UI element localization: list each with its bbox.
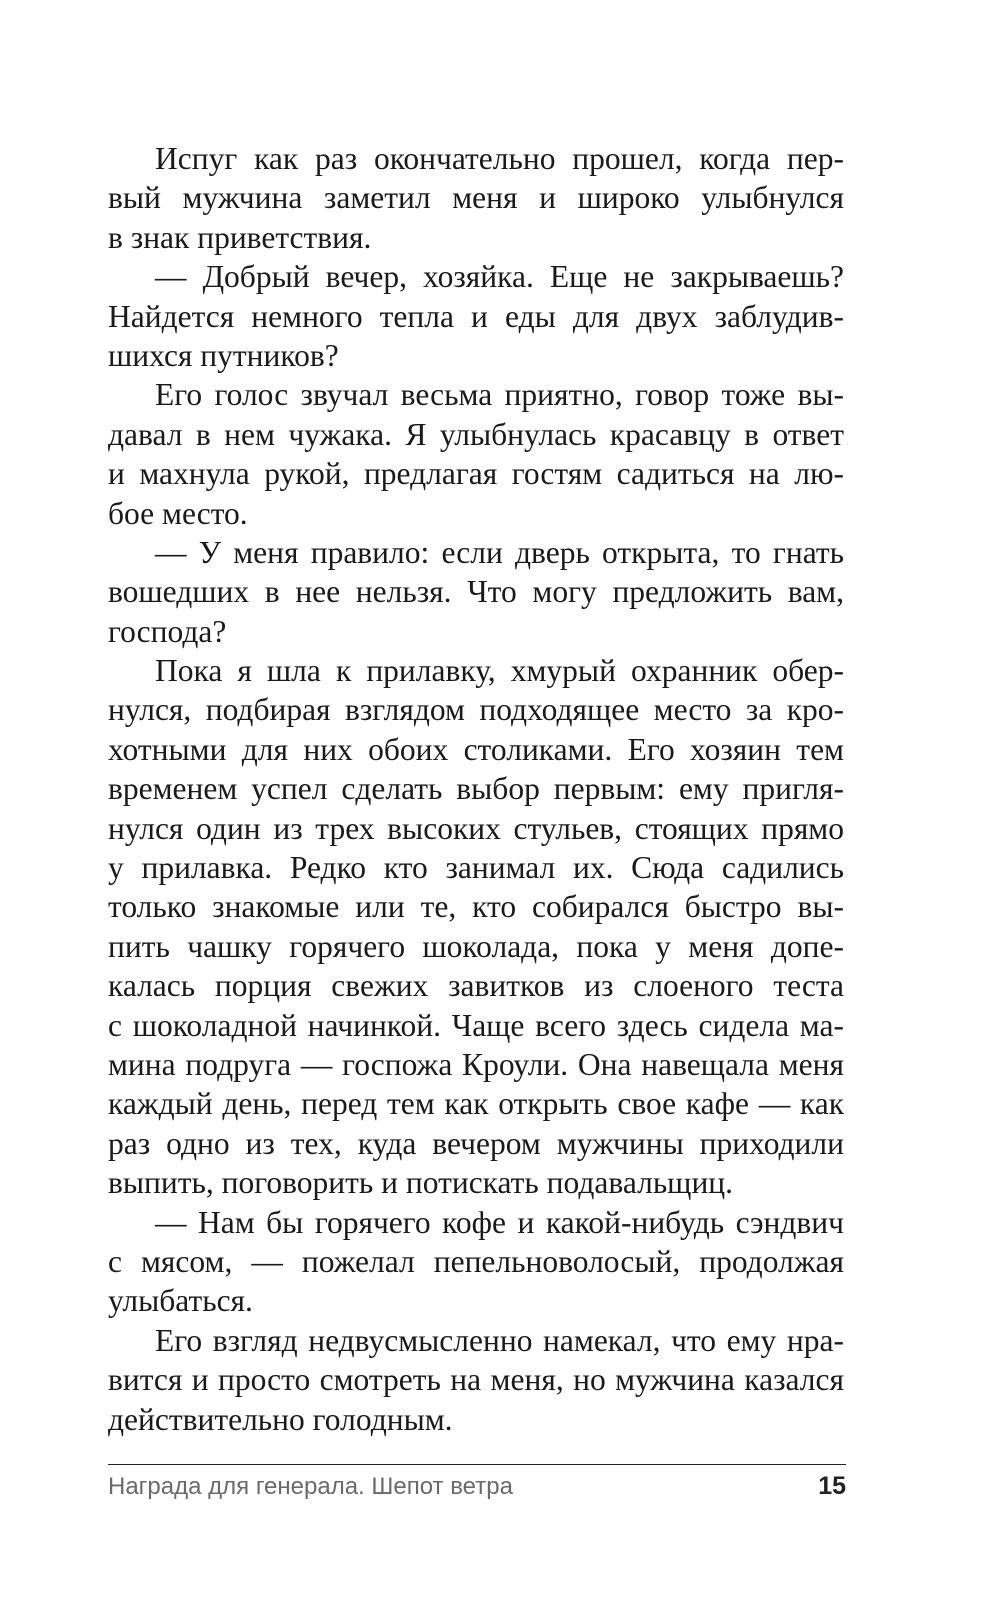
- paragraph: [108, 651, 844, 1202]
- text-line: пить чашку горячего шоколада, пока у меня допе-: [108, 928, 844, 964]
- text-line: хотными для них обоих столиками. Его хозяин тем: [108, 731, 844, 767]
- text-line: каждый день, перед тем как открыть свое кафе — как: [108, 1086, 844, 1122]
- text-line: Найдется немного тепла и еды для двух заблудив-: [108, 298, 844, 334]
- text-line: бое место.: [108, 495, 248, 531]
- text-line: шихся путников?: [108, 337, 339, 373]
- text-line: господа?: [108, 613, 227, 649]
- text-line: мина подруга — госпожа Кроули. Она навещала меня: [108, 1046, 844, 1082]
- text-line: только знакомые или те, кто собирался быстро вы-: [108, 889, 844, 925]
- paragraph: [108, 533, 844, 651]
- paragraph: [108, 375, 844, 533]
- text-line: — У меня правило: если дверь открыта, то гнать: [155, 534, 844, 570]
- text-line: вится и просто смотреть на меня, но мужчина казался: [108, 1362, 844, 1398]
- text-line: у прилавка. Редко кто занимал их. Сюда садились: [108, 850, 844, 886]
- body-text: [108, 139, 844, 1439]
- running-footer-title: Награда для генерала. Шепот ветра: [108, 1473, 513, 1500]
- text-line: вый мужчина заметил меня и широко улыбнулся: [108, 180, 844, 216]
- text-line: и махнула рукой, предлагая гостям садиться на лю-: [108, 456, 844, 492]
- text-line: выпить, поговорить и потискать подавальщиц.: [108, 1165, 734, 1201]
- text-line: с мясом, — пожелал пепельноволосый, продолжая: [108, 1243, 844, 1279]
- text-line: с шоколадной начинкой. Чаще всего здесь сидела ма-: [108, 1007, 844, 1043]
- text-line: Испуг как раз окончательно прошел, когда пер-: [155, 141, 844, 176]
- text-line: давал в нем чужака. Я улыбнулась красавцу в ответ: [108, 416, 844, 452]
- text-line: — Нам бы горячего кофе и какой-нибудь сэндвич: [155, 1204, 844, 1240]
- page-number: 15: [818, 1472, 846, 1500]
- text-line: Его взгляд недвусмысленно намекал, что ему нра-: [155, 1322, 844, 1358]
- text-line: калась порция свежих завитков из слоеного теста: [108, 968, 844, 1004]
- text-line: нулся, подбирая взглядом подходящее место за кро-: [108, 692, 844, 728]
- paragraph: [108, 1203, 844, 1321]
- text-line: временем успел сделать выбор первым: ему пригля-: [108, 771, 844, 807]
- footer-divider: [108, 1464, 846, 1465]
- text-line: раз одно из тех, куда вечером мужчины приходили: [108, 1125, 844, 1161]
- text-line: — Добрый вечер, хозяйка. Еще не закрываешь?: [155, 259, 844, 295]
- paragraph: [108, 257, 844, 375]
- text-line: Пока я шла к прилавку, хмурый охранник обер-: [155, 653, 844, 689]
- text-line: вошедших в нее нельзя. Что могу предложить вам,: [108, 574, 844, 610]
- text-line: в знак приветствия.: [108, 219, 372, 255]
- text-line: улыбаться.: [108, 1283, 253, 1319]
- text-line: Его голос звучал весьма приятно, говор тоже вы-: [155, 377, 844, 413]
- paragraph: [108, 139, 844, 257]
- text-line: нулся один из трех высоких стульев, стоящих прямо: [108, 810, 844, 846]
- paragraph: [108, 1321, 844, 1439]
- text-line: действительно голодным.: [108, 1401, 453, 1437]
